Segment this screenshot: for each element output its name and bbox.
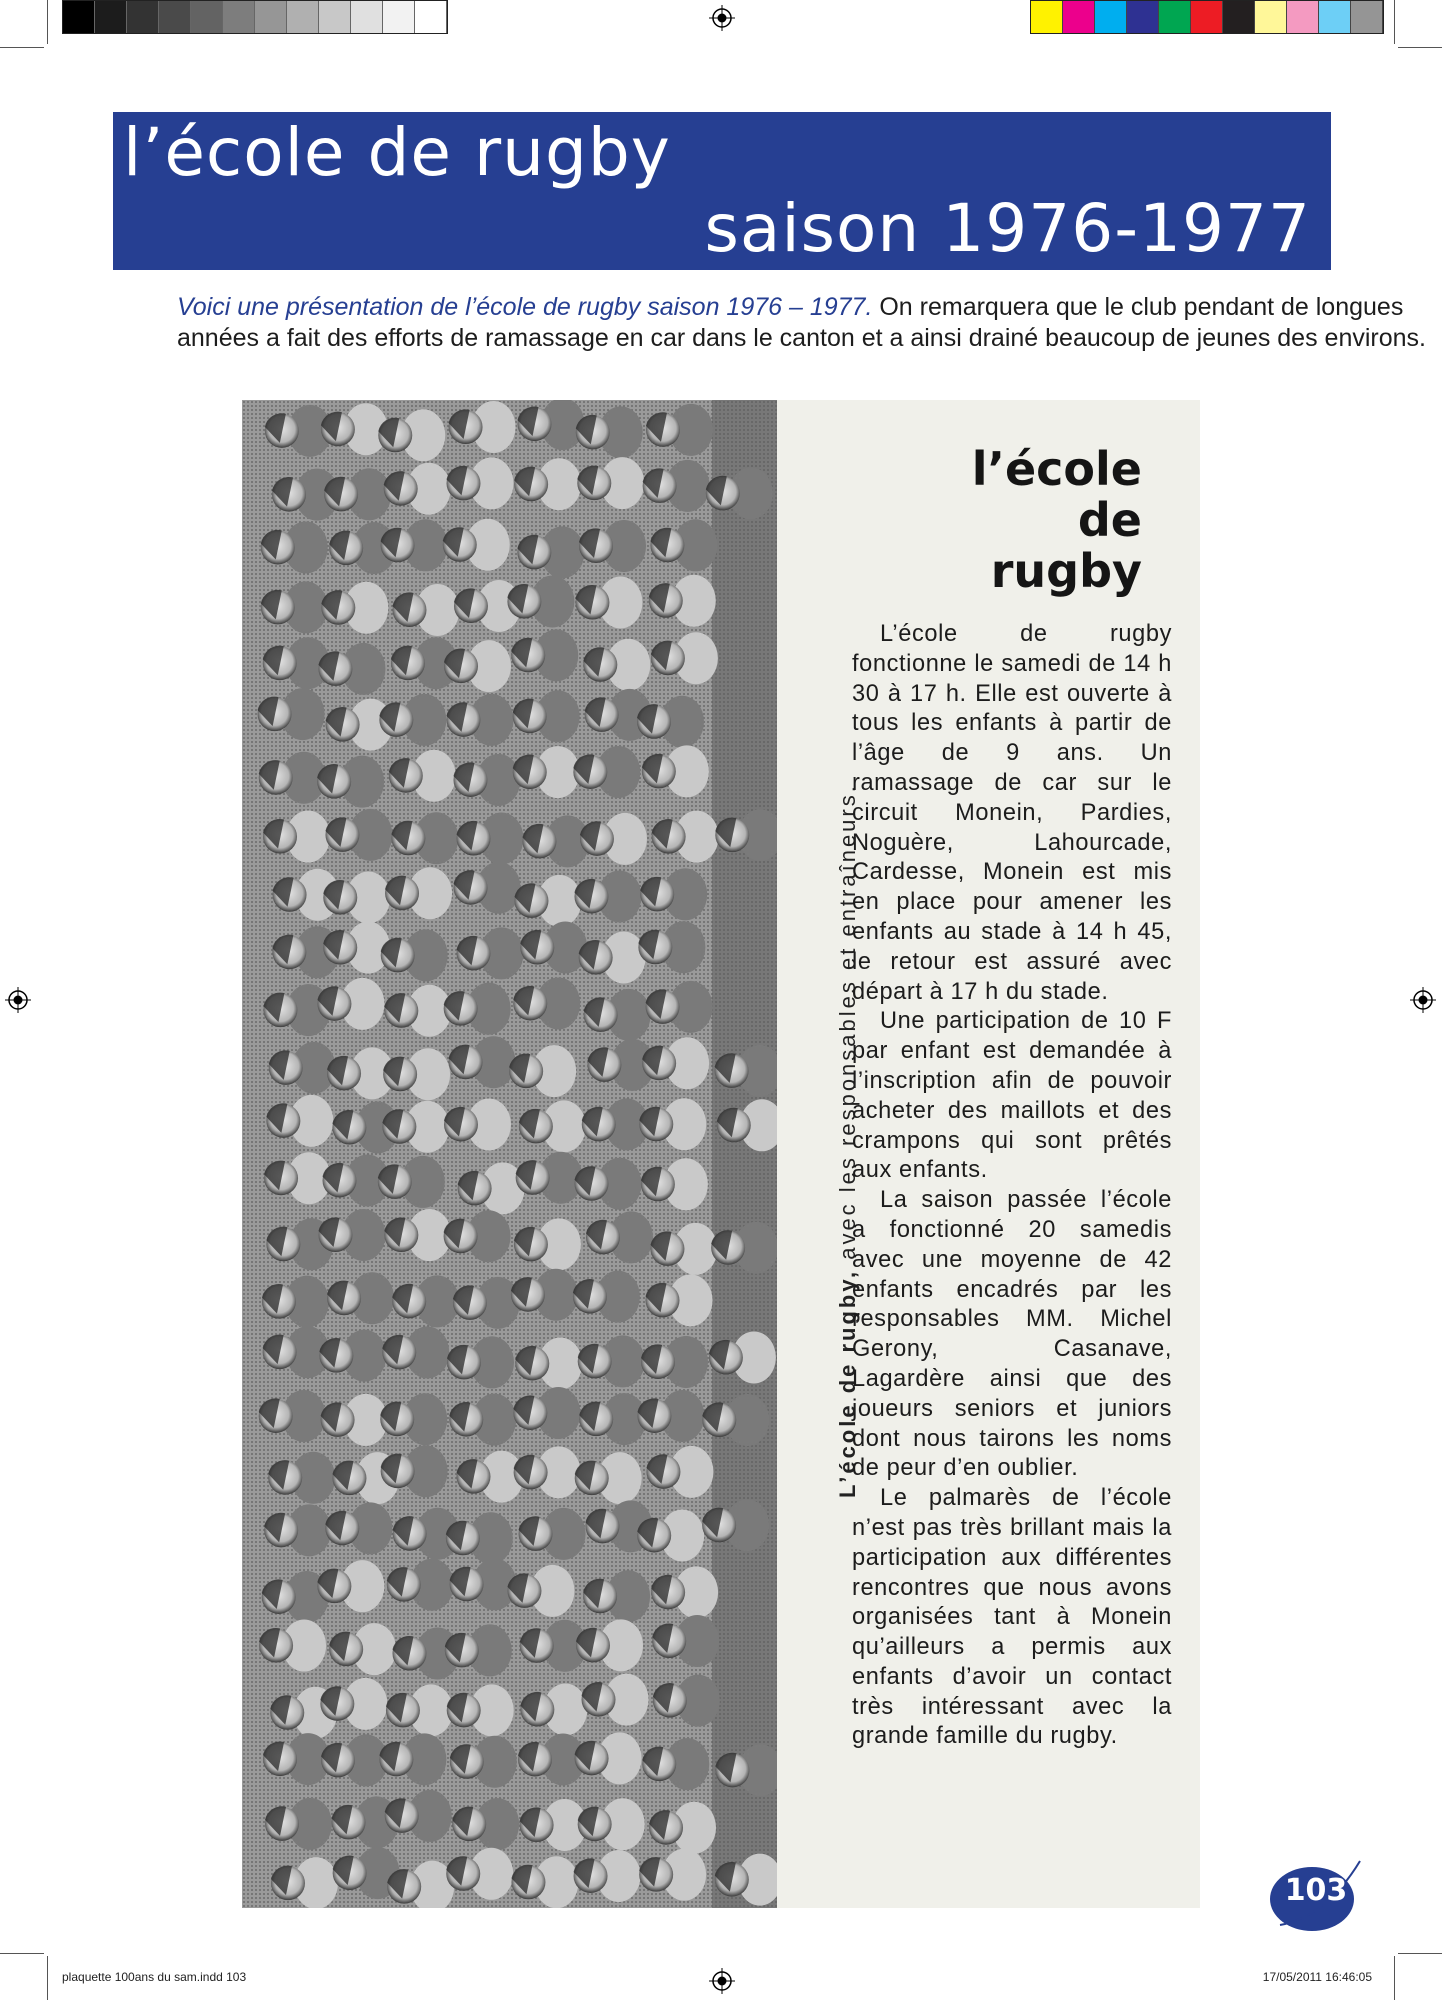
intro-text: On remarquera que le club pendant de longues années a fait des efforts de ramassage en car dans le canton et a ainsi drainé beaucoup de jeunes des environs. (177, 293, 1426, 352)
process-color-bar (1030, 0, 1384, 34)
crop-mark (1394, 1956, 1395, 2000)
color-swatch (159, 1, 191, 33)
color-swatch (1287, 1, 1319, 33)
color-swatch (1191, 1, 1223, 33)
color-swatch (319, 1, 351, 33)
caption-text: avec les responsables et entraîneurs. (835, 783, 860, 1269)
color-swatch (1063, 1, 1095, 33)
color-swatch (191, 1, 223, 33)
color-swatch (223, 1, 255, 33)
color-swatch (1255, 1, 1287, 33)
title-banner (113, 112, 1331, 270)
footer-timestamp: 17/05/2011 16:46:05 (1262, 1970, 1372, 1984)
crop-mark (0, 47, 44, 48)
article-paragraph: L’école de rugby fonctionne le samedi de 14 h 30 à 17 h. Elle est ouverte à tous les enfants à partir de l’âge de 9 ans. Un ramassage de car sur le circuit Monein, Pardies, Noguère, Lahourcade, Cardesse, Monein est mis en place pour amener les enfants au stade à 14 h 45, le retour est assuré avec départ à 17 h du stade. (852, 621, 1172, 1005)
color-swatch (383, 1, 415, 33)
newspaper-clipping (242, 400, 1200, 1908)
article-title-line: rugby (990, 544, 1142, 598)
article-title-line: de (1077, 493, 1142, 547)
article-paragraph: Le palmarès de l’école n’est pas très brillant mais la participation aux différentes rencontres que nous avons organisées tant à Monein qu’ailleurs a permis aux enfants d’avoir un contact très intéressant avec la grande famille du rugby. (852, 1485, 1172, 1750)
article-paragraph: La saison passée l’école a fonctionné 20 samedis avec une moyenne de 42 enfants encadrés par les responsables MM. Michel Gerony, Casanave, Lagardère ainsi que des joueurs seniors et juniors dont nous tairons les noms de peur d’en oublier. (852, 1187, 1172, 1482)
crop-mark (47, 1956, 48, 2000)
article-body (852, 620, 1172, 1752)
color-swatch (1351, 1, 1383, 33)
page-subtitle: saison 1976-1977 (704, 190, 1311, 267)
color-swatch (1319, 1, 1351, 33)
registration-target-icon (1410, 987, 1436, 1013)
grayscale-color-bar (62, 0, 448, 34)
intro-paragraph (177, 292, 1437, 354)
footer-filename: plaquette 100ans du sam.indd 103 (62, 1970, 247, 1984)
article-paragraph: Une participation de 10 F par enfant est demandée à l’inscription afin de pouvoir acheter des maillots et des crampons qui sont prêtés aux enfants. (852, 1008, 1172, 1184)
article-title-line: l’école (971, 442, 1142, 496)
registration-target-icon (709, 1968, 735, 1994)
crop-mark (1394, 0, 1395, 44)
color-swatch (351, 1, 383, 33)
color-swatch (415, 1, 447, 33)
crop-mark (1398, 1953, 1442, 1954)
page-number: 103 (1284, 1873, 1348, 1908)
caption-bold: L’école de rugby, (835, 1268, 860, 1498)
team-photo (242, 400, 777, 1908)
article-title (972, 444, 1142, 597)
color-swatch (63, 1, 95, 33)
color-swatch (287, 1, 319, 33)
color-swatch (1223, 1, 1255, 33)
color-swatch (1159, 1, 1191, 33)
crop-mark (1398, 47, 1442, 48)
color-swatch (95, 1, 127, 33)
team-photo-image (242, 400, 777, 1908)
color-swatch (255, 1, 287, 33)
color-swatch (1095, 1, 1127, 33)
registration-target-icon (709, 5, 735, 31)
page-title: l’école de rugby (123, 114, 671, 191)
registration-target-icon (5, 987, 31, 1013)
color-swatch (1127, 1, 1159, 33)
color-swatch (1031, 1, 1063, 33)
crop-mark (47, 0, 48, 44)
intro-lead: Voici une présentation de l’école de rugby saison 1976 – 1977. (177, 293, 873, 321)
color-swatch (127, 1, 159, 33)
crop-mark (0, 1953, 44, 1954)
